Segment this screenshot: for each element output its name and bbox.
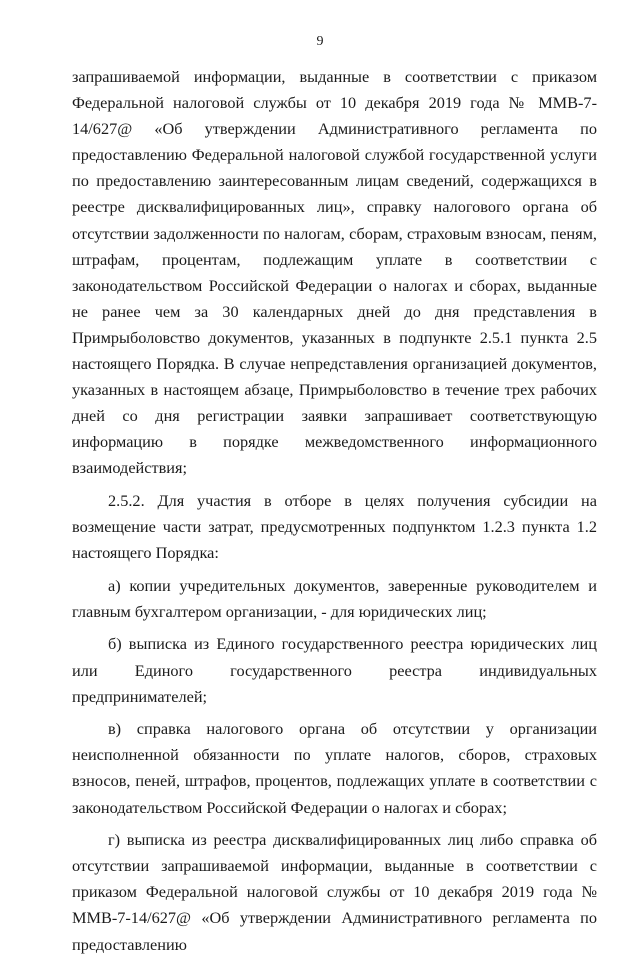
paragraph-2-5-2: 2.5.2. Для участия в отборе в целях получения субсидии на возмещение части затрат, предусмотренных подпунктом 1.2.3 пункта 1.2 настоящего Порядка: xyxy=(72,491,597,563)
paragraph-item-b: б) выписка из Единого государственного реестра юридических лиц или Единого государственного реестра индивидуальных предпринимателей; xyxy=(72,634,597,706)
paragraph-item-g: г) выписка из реестра дисквалифицированных лиц либо справка об отсутствии запрашиваемой информации, выданные в соответствии с приказом Федеральной налоговой службы от 10 декабря 2019 года № ММВ-7-14/627@ «Об утверждении Административного регламента по предоставлению xyxy=(72,830,597,954)
paragraph-item-a: а) копии учредительных документов, заверенные руководителем и главным бухгалтером организации, - для юридических лиц; xyxy=(72,575,597,621)
paragraph-continuation: запрашиваемой информации, выданные в соответствии с приказом Федеральной налоговой службы от 10 декабря 2019 года № ММВ-7-14/627@ «Об утверждении Административного регламента по предоставлению Федеральной налоговой службой государственной услуги по предоставлению заинтересованным лицам сведений, содержащихся в реестре дисквалифицированных лиц», справку налогового органа об отсутствии задолженности по налогам, сборам, страховым взносам, пеням, штрафам, процентам, подлежащим уплате в соответствии с законодательством Российской Федерации о налогах и сборах, выданные не ранее чем за 30 календарных дней до дня представления в Примрыболовство документов, указанных в подпункте 2.5.1 пункта 2.5 настоящего Порядка. В случае непредставления организацией документов, указанных в настоящем абзаце, Примрыболовство в течение трех рабочих дней со дня регистрации заявки запрашивает соответствующую информацию в порядке межведомственного информационного взаимодействия; xyxy=(72,67,597,478)
page-number: 9 xyxy=(316,34,324,49)
document-body xyxy=(72,64,597,958)
paragraph-item-v: в) справка налогового органа об отсутствии у организации неисполненной обязанности по уплате налогов, сборов, страховых взносов, пеней, штрафов, процентов, подлежащих уплате в соответствии с законодательством Российской Федерации о налогах и сборах; xyxy=(72,719,597,817)
